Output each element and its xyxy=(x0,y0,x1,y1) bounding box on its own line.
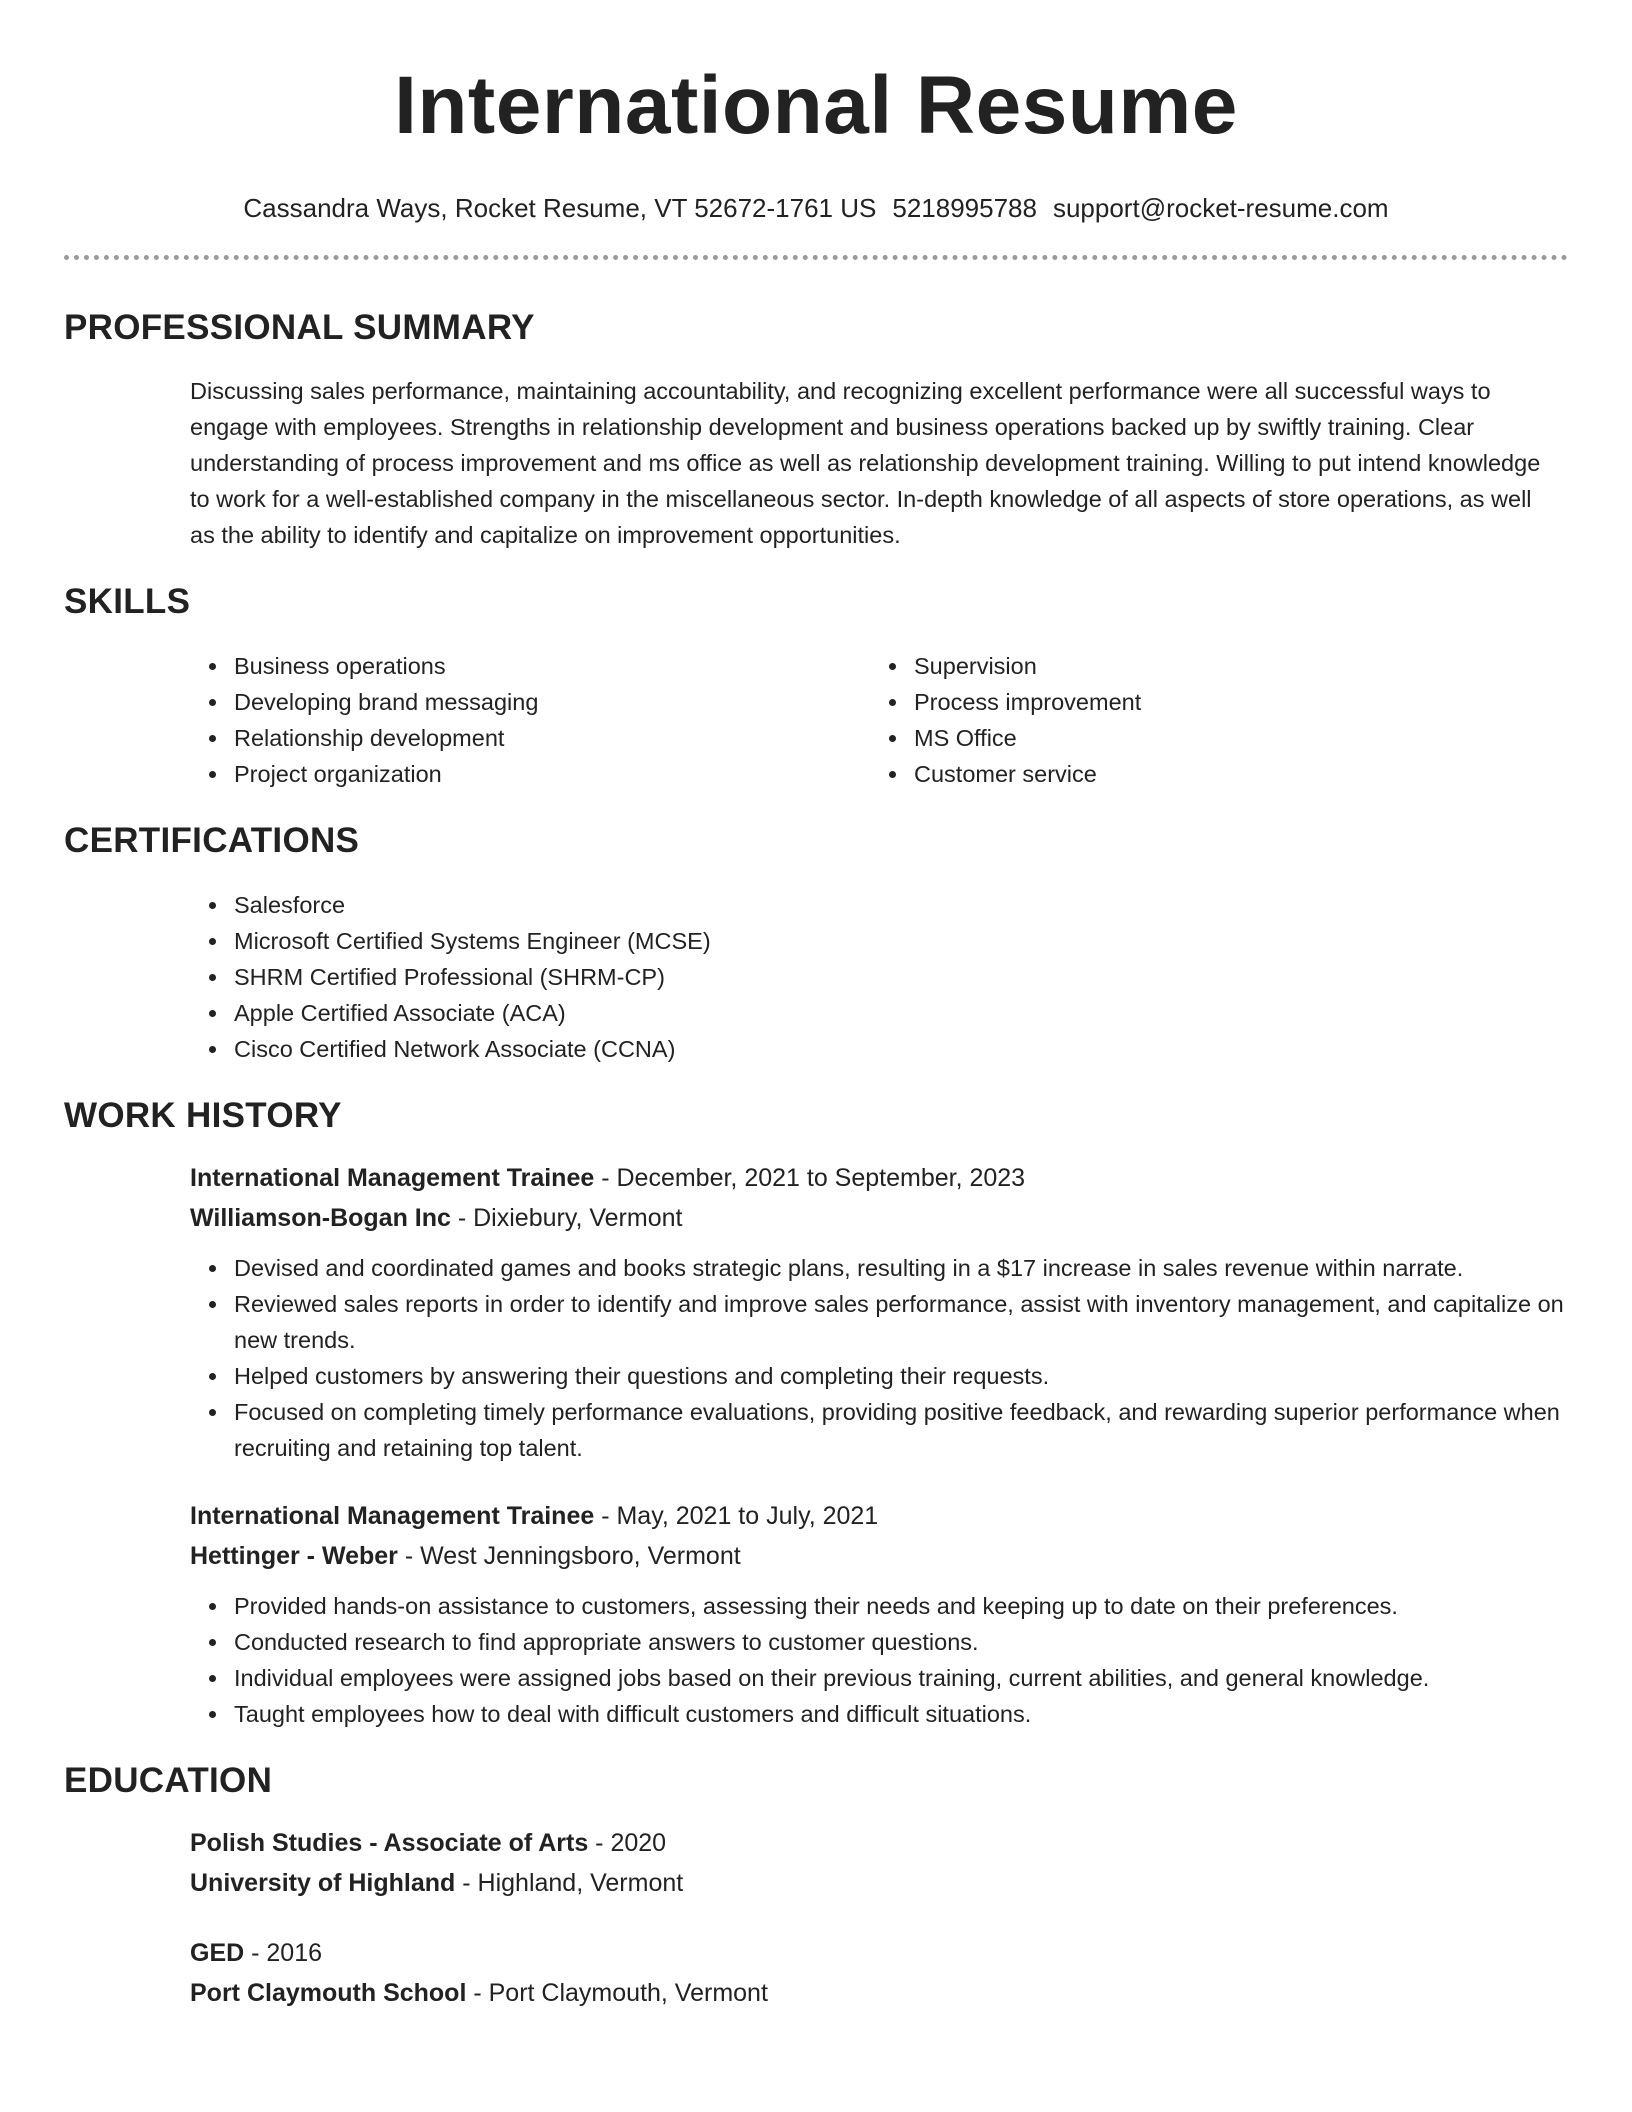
job-company: Williamson-Bogan Inc xyxy=(190,1204,451,1232)
job-bullet: Individual employees were assigned jobs based on their previous training, current abilities, and general knowledge. xyxy=(234,1660,1568,1696)
job-location: West Jenningsboro, Vermont xyxy=(420,1542,741,1570)
skill-item: Supervision xyxy=(914,648,1550,684)
contact-phone: 5218995788 xyxy=(892,193,1037,223)
certification-item: Salesforce xyxy=(234,887,1568,923)
skill-item: MS Office xyxy=(914,720,1550,756)
job-dates: December, 2021 to September, 2023 xyxy=(616,1164,1026,1192)
job-title: International Management Trainee xyxy=(190,1164,595,1192)
section-heading-work: WORK HISTORY xyxy=(64,1096,342,1135)
education-school-line: Port Claymouth School - Port Claymouth, Vermont xyxy=(190,1979,768,2007)
education-school: University of Highland xyxy=(190,1869,456,1897)
job-company-line: Williamson-Bogan Inc - Dixiebury, Vermont xyxy=(190,1204,683,1232)
header-divider xyxy=(64,255,1568,260)
skills-section xyxy=(64,582,1568,792)
job-bullet: Provided hands-on assistance to customers, assessing their needs and keeping up to date on their preferences. xyxy=(234,1588,1568,1624)
work-section xyxy=(64,1096,1568,1732)
job-title-line: International Management Trainee - December, 2021 to September, 2023 xyxy=(190,1164,1026,1192)
certification-item: Cisco Certified Network Associate (CCNA) xyxy=(234,1031,1568,1067)
skill-item: Relationship development xyxy=(234,720,870,756)
section-heading-certifications: CERTIFICATIONS xyxy=(64,821,360,860)
job-bullet: Devised and coordinated games and books strategic plans, resulting in a $17 increase in sales revenue within narrate. xyxy=(234,1250,1568,1286)
summary-section xyxy=(64,308,1568,553)
job-bullet: Conducted research to find appropriate answers to customer questions. xyxy=(234,1624,1568,1660)
job-bullets xyxy=(190,1588,1568,1732)
section-heading-summary: PROFESSIONAL SUMMARY xyxy=(64,308,535,347)
education-year: 2016 xyxy=(266,1939,323,1967)
skill-item: Business operations xyxy=(234,648,870,684)
skill-item: Customer service xyxy=(914,756,1550,792)
job-location: Dixiebury, Vermont xyxy=(473,1204,683,1232)
skills-list-right xyxy=(870,648,1550,792)
summary-text: Discussing sales performance, maintaining accountability, and recognizing excellent performance were all successful ways to engage with employees. Strengths in relationship development and business operations backed up by swiftly training. Clear understanding of process improvement and ms office as well as relationship development training. Willing to put intend knowledge to work for a well-established company in the miscellaneous sector. In-depth knowledge of all aspects of store operations, as well as the ability to identify and capitalize on improvement opportunities. xyxy=(190,378,1541,548)
certifications-list xyxy=(190,887,1568,1067)
education-school: Port Claymouth School xyxy=(190,1979,467,2007)
certification-item: Microsoft Certified Systems Engineer (MCSE) xyxy=(234,923,1568,959)
section-heading-skills: SKILLS xyxy=(64,582,191,621)
certifications-section xyxy=(64,821,1568,1067)
education-year: 2020 xyxy=(610,1829,667,1857)
job-entry xyxy=(64,1496,1568,1732)
job-company-line: Hettinger - Weber - West Jenningsboro, Vermont xyxy=(190,1542,741,1570)
education-degree-line: Polish Studies - Associate of Arts - 2020 xyxy=(190,1829,667,1857)
education-degree-line: GED - 2016 xyxy=(190,1939,323,1967)
job-dates: May, 2021 to July, 2021 xyxy=(616,1502,879,1530)
job-entry xyxy=(64,1158,1568,1466)
resume-title: International Resume xyxy=(394,60,1238,151)
contact-line xyxy=(64,192,1568,224)
education-degree: Polish Studies - Associate of Arts xyxy=(190,1829,589,1857)
education-degree: GED xyxy=(190,1939,245,1967)
education-section xyxy=(64,1761,1568,2013)
job-bullets xyxy=(190,1250,1568,1466)
education-entry xyxy=(64,1933,1568,2013)
job-bullet: Reviewed sales reports in order to identify and improve sales performance, assist with inventory management, and capitalize on new trends. xyxy=(234,1286,1568,1358)
job-title-line: International Management Trainee - May, 2021 to July, 2021 xyxy=(190,1502,879,1530)
job-bullet: Focused on completing timely performance evaluations, providing positive feedback, and rewarding superior performance when recruiting and retaining top talent. xyxy=(234,1394,1568,1466)
section-heading-education: EDUCATION xyxy=(64,1761,273,1800)
job-bullet: Taught employees how to deal with difficult customers and difficult situations. xyxy=(234,1696,1568,1732)
skill-item: Project organization xyxy=(234,756,870,792)
certification-item: SHRM Certified Professional (SHRM-CP) xyxy=(234,959,1568,995)
contact-email: support@rocket-resume.com xyxy=(1052,193,1389,223)
education-school-line: University of Highland - Highland, Vermont xyxy=(190,1869,684,1897)
skill-item: Process improvement xyxy=(914,684,1550,720)
education-entry xyxy=(64,1823,1568,1903)
education-location: Port Claymouth, Vermont xyxy=(488,1979,768,2007)
skill-item: Developing brand messaging xyxy=(234,684,870,720)
job-company: Hettinger - Weber xyxy=(190,1542,398,1570)
skills-list-left xyxy=(190,648,870,792)
contact-address: Cassandra Ways, Rocket Resume, VT 52672-1761 US xyxy=(243,193,877,223)
job-bullet: Helped customers by answering their questions and completing their requests. xyxy=(234,1358,1568,1394)
certification-item: Apple Certified Associate (ACA) xyxy=(234,995,1568,1031)
education-location: Highland, Vermont xyxy=(477,1869,684,1897)
job-title: International Management Trainee xyxy=(190,1502,595,1530)
